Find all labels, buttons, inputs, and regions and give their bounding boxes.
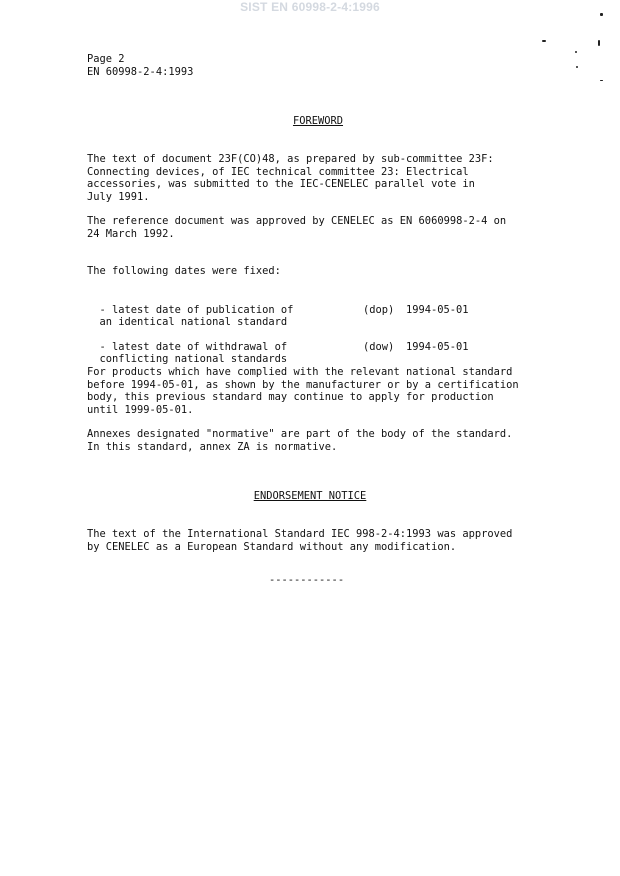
- endorsement-heading: ENDORSEMENT NOTICE: [253, 490, 367, 502]
- date-item-value: 1994-05-01: [406, 303, 469, 316]
- scan-speck: [600, 13, 603, 16]
- date-item-label: - latest date of publication of an identical national standard: [99, 303, 294, 328]
- date-item-code: (dow): [363, 340, 395, 353]
- scan-speck: [542, 40, 546, 42]
- scan-speck: [600, 80, 603, 81]
- page-number: Page 2: [87, 53, 125, 65]
- dates-intro: The following dates were fixed:: [87, 265, 281, 277]
- endorsement-paragraph: The text of the International Standard IEC 998-2-4:1993 was approved by CENELEC as a European Standard without any modification.: [87, 528, 513, 553]
- scan-speck: [576, 66, 578, 68]
- foreword-paragraph-4: Annexes designated "normative" are part of the body of the standard. In this standard, annex ZA is normative.: [87, 428, 513, 453]
- end-rule: ------------: [269, 574, 345, 586]
- foreword-paragraph-1: The text of document 23F(CO)48, as prepared by sub-committee 23F: Connecting devices, of IEC technical committee 23: Electrical accessories, was submitted to the IEC-CENELEC parallel vote in July 1991.: [87, 153, 494, 203]
- date-item-value: 1994-05-01: [406, 340, 469, 353]
- scan-speck: [598, 40, 600, 46]
- foreword-paragraph-3: For products which have complied with the relevant national standard before 1994-05-01, as shown by the manufacturer or by a certification body, this previous standard may continue to apply for production until 1999-05-01.: [87, 366, 519, 416]
- watermark: SIST EN 60998-2-4:1996: [240, 0, 380, 14]
- foreword-heading: FOREWORD: [292, 115, 344, 127]
- date-item-label: - latest date of withdrawal of conflicting national standards: [99, 340, 288, 365]
- page-header: [87, 53, 193, 78]
- document-id: EN 60998-2-4:1993: [87, 65, 194, 78]
- date-item-code: (dop): [363, 303, 395, 316]
- scan-speck: [575, 51, 577, 53]
- foreword-paragraph-2: The reference document was approved by CENELEC as EN 6060998-2-4 on 24 March 1992.: [87, 215, 507, 240]
